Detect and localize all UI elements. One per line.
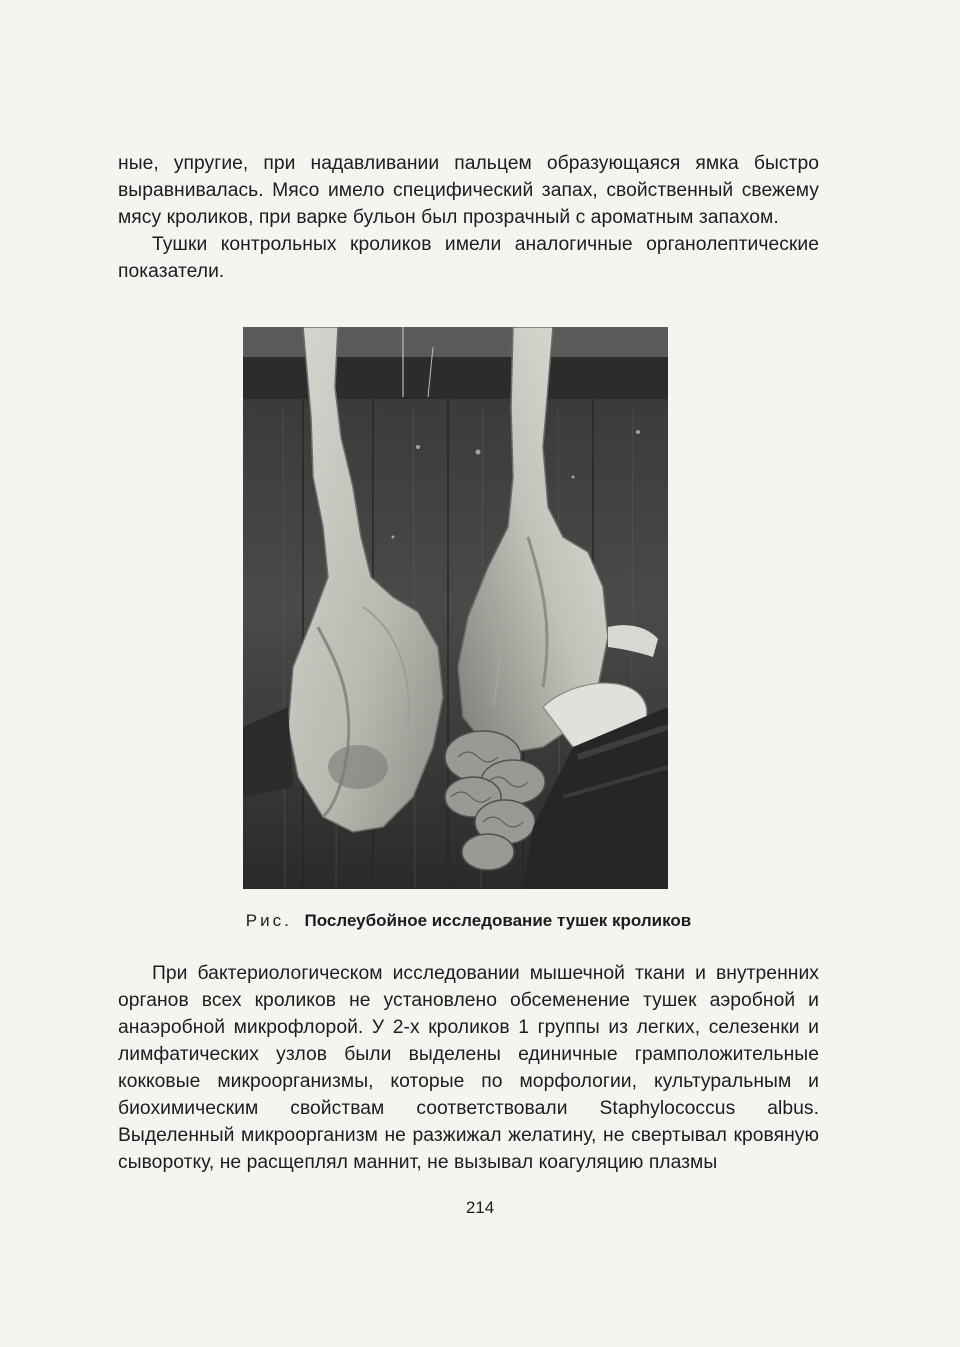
- text-block-bottom: [118, 960, 819, 1176]
- text-block-top: [118, 150, 819, 285]
- photo-illustration: [243, 327, 668, 889]
- paragraph-1: ные, упругие, при надавливании пальцем образующаяся ямка быстро выравнивалась. Мясо имело специфический запах, свойственный свежему мясу кроликов, при варке бульон был прозрачный с ароматным запахом.: [118, 153, 819, 228]
- paragraph-3: При бактериологическом исследовании мышечной ткани и внутренних органов всех кроликов не установлено обсеменение тушек аэробной и анаэробной микрофлорой. У 2-х кроликов 1 группы из легких, селезенки и лимфатических узлов были выделены единичные грамположительные кокковые микроорганизмы, которые по морфологии, культуральным и биохимическим свойствам соответствовали Staphylococcus albus. Выделенный микроорганизм не разжижал желатину, не свертывал кровяную сыворотку, не расщеплял маннит, не вызывал коагуляцию плазмы: [118, 963, 819, 1173]
- page-number: 214: [465, 1198, 495, 1217]
- figure-photo-rabbit-carcasses: [243, 327, 668, 889]
- figure-label: Рис.: [245, 911, 292, 930]
- paragraph-2: Тушки контрольных кроликов имели аналогичные органолептические показатели.: [118, 234, 819, 282]
- figure-caption: [118, 909, 819, 933]
- figure-caption-text: Послеубойное исследование тушек кроликов: [304, 911, 692, 930]
